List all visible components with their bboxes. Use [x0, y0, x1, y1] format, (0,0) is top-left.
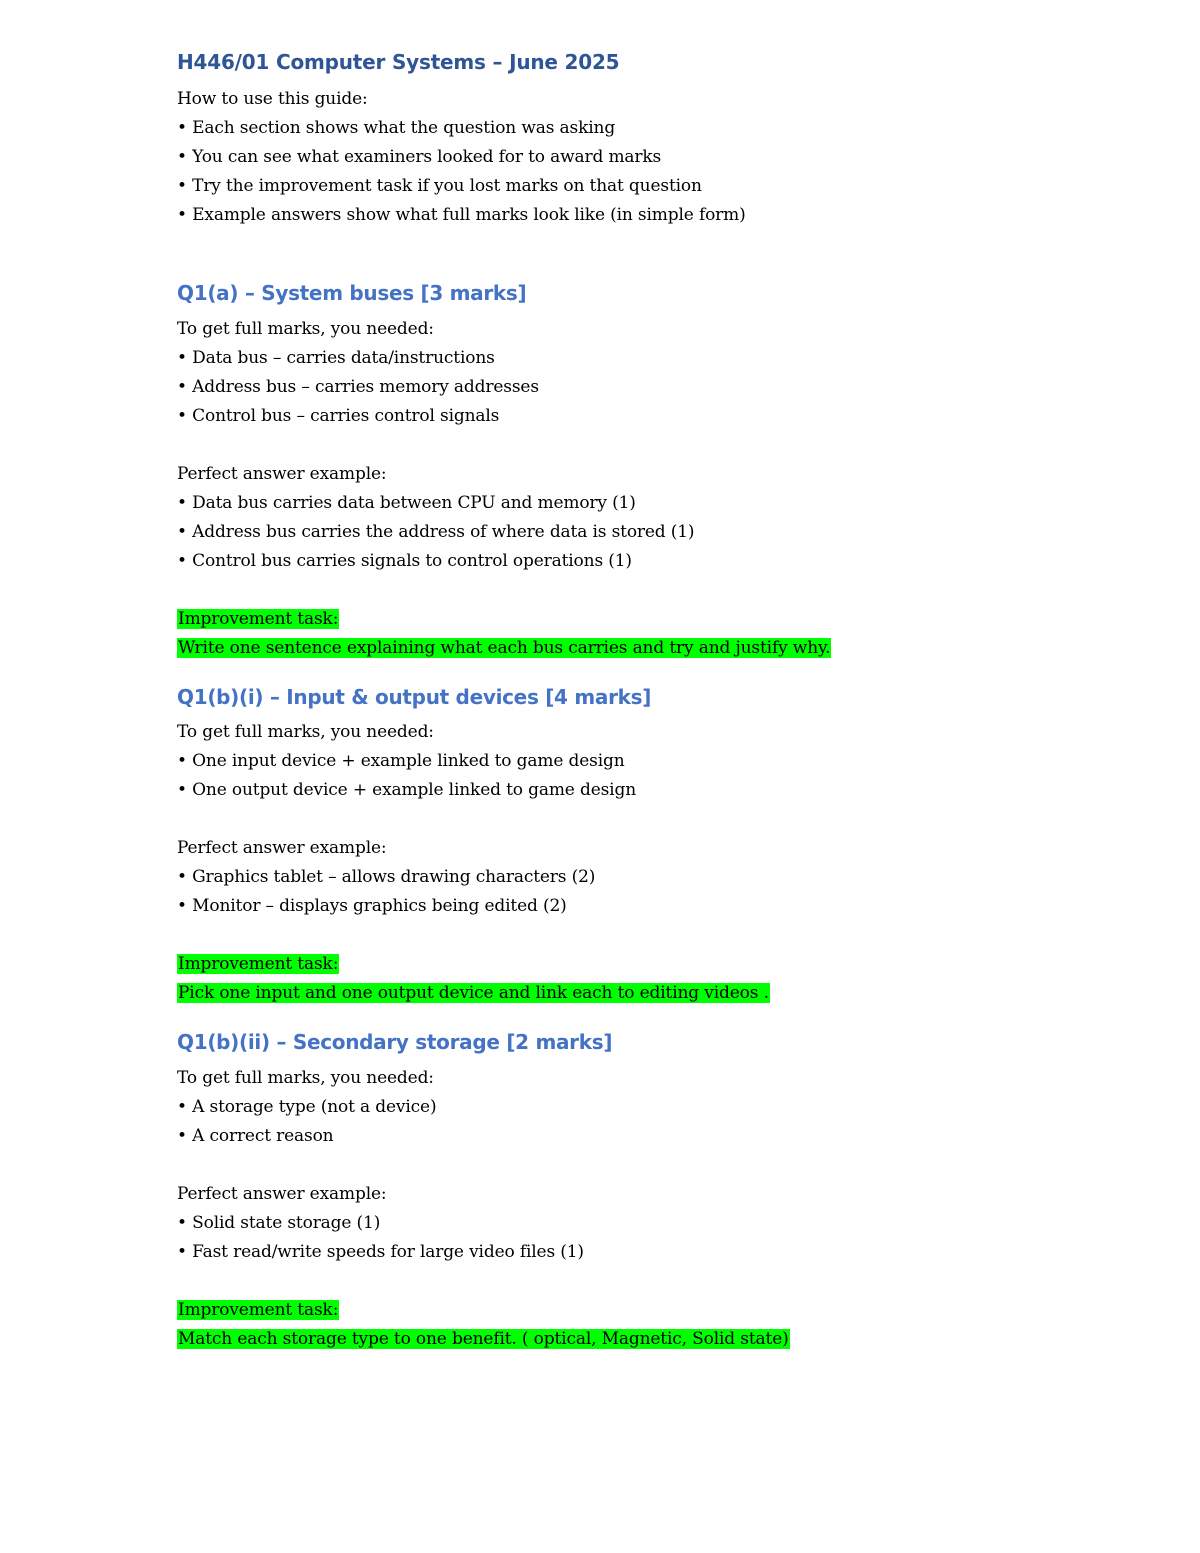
example-bullet: • Solid state storage (1)	[177, 1213, 381, 1233]
needed-label: To get full marks, you needed:	[177, 1068, 434, 1088]
improvement-task-text	[177, 981, 770, 1005]
improvement-task-label	[177, 607, 339, 631]
intro-bullet: • Each section shows what the question was asking	[177, 118, 616, 138]
example-label: Perfect answer example:	[177, 464, 387, 484]
needed-bullet: • Control bus – carries control signals	[177, 406, 500, 426]
improvement-task-label	[177, 952, 339, 976]
example-label: Perfect answer example:	[177, 1184, 387, 1204]
section-heading-q1a: Q1(a) – System buses [3 marks]	[177, 281, 527, 305]
needed-bullet: • Address bus – carries memory addresses	[177, 377, 539, 397]
example-bullet: • Graphics tablet – allows drawing characters (2)	[177, 867, 596, 887]
intro-bullet: • Try the improvement task if you lost marks on that question	[177, 176, 702, 196]
document-title: H446/01 Computer Systems – June 2025	[177, 50, 620, 74]
improvement-task-text	[177, 636, 831, 660]
example-bullet: • Control bus carries signals to control operations (1)	[177, 551, 632, 571]
example-bullet: • Fast read/write speeds for large video files (1)	[177, 1242, 584, 1262]
improvement-task-label	[177, 1298, 339, 1322]
section-heading-q1bi: Q1(b)(i) – Input & output devices [4 marks]	[177, 685, 652, 709]
needed-label: To get full marks, you needed:	[177, 722, 434, 742]
improvement-task-text	[177, 1327, 790, 1351]
example-label: Perfect answer example:	[177, 838, 387, 858]
example-bullet: • Address bus carries the address of where data is stored (1)	[177, 522, 695, 542]
intro-bullet: • Example answers show what full marks look like (in simple form)	[177, 205, 746, 225]
improvement-task-label-text: Improvement task:	[178, 954, 339, 974]
improvement-task-text-highlight: Pick one input and one output device and link each to editing videos .	[178, 983, 769, 1003]
intro-heading: How to use this guide:	[177, 89, 368, 109]
needed-bullet: • One output device + example linked to game design	[177, 780, 636, 800]
needed-bullet: • A correct reason	[177, 1126, 334, 1146]
example-bullet: • Data bus carries data between CPU and memory (1)	[177, 493, 636, 513]
needed-bullet: • One input device + example linked to game design	[177, 751, 625, 771]
needed-label: To get full marks, you needed:	[177, 319, 434, 339]
intro-bullet: • You can see what examiners looked for to award marks	[177, 147, 662, 167]
improvement-task-label-text: Improvement task:	[178, 609, 339, 629]
example-bullet: • Monitor – displays graphics being edited (2)	[177, 896, 567, 916]
improvement-task-text-highlight: Write one sentence explaining what each bus carries and try and justify why.	[178, 638, 831, 658]
section-heading-q1bii: Q1(b)(ii) – Secondary storage [2 marks]	[177, 1030, 613, 1054]
needed-bullet: • Data bus – carries data/instructions	[177, 348, 495, 368]
needed-bullet: • A storage type (not a device)	[177, 1097, 437, 1117]
improvement-task-text-highlight: Match each storage type to one benefit. ( optical, Magnetic, Solid state)	[178, 1329, 789, 1349]
improvement-task-label-text: Improvement task:	[178, 1300, 339, 1320]
